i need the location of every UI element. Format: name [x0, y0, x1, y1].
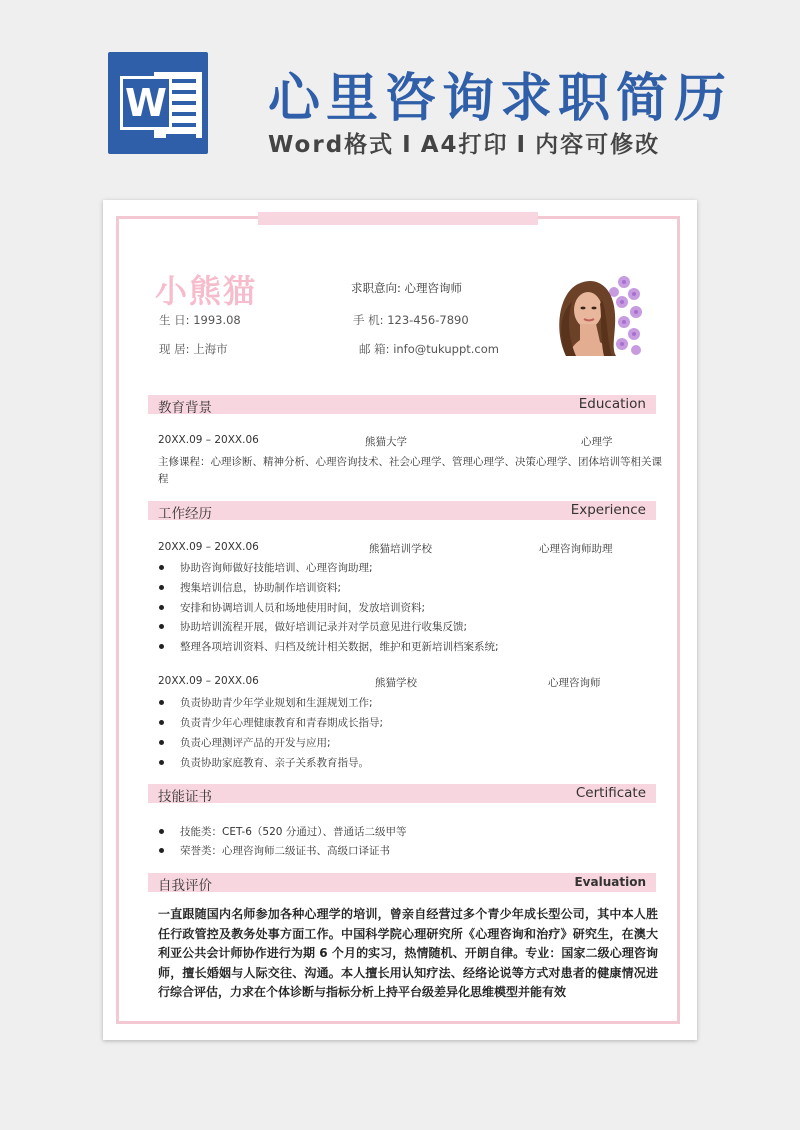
resume-sheet	[103, 200, 697, 1040]
job-duty: 安排和协调培训人员和场地使用时间，发放培训资料;	[180, 602, 426, 614]
job-duty: 负责心理测评产品的开发与应用;	[180, 737, 331, 749]
job-duty: 负责青少年心理健康教育和青春期成长指导;	[180, 717, 384, 729]
bullet-icon	[159, 624, 164, 629]
education-major: 心理学	[581, 436, 613, 448]
section-header-experience	[148, 501, 656, 520]
skill-item: 技能类：CET-6（520 分通过）、普通话二级甲等	[180, 826, 407, 838]
birth-label: 生 日:	[159, 313, 190, 327]
page-subtitle	[268, 126, 660, 159]
bullet-icon	[159, 644, 164, 649]
self-evaluation-text: 一直跟随国内名师参加各种心理学的培训，曾亲自经营过多个青少年成长型公司，其中本人胜任行政管控及教务处事方面工作。中国科学院心理研究所《心理咨询和治疗》研究生，在澳大利亚公共会计师协作进行为期 6 个月的实习，热情随机、开朗自律。专业：国家二级心理咨询师，擅长婚姻与人际交往、沟通。本人擅长用认知疗法、经络论说等方式对患者的健康情况进行综合评估，力求在个体诊断与指标分析上持平台级差异化思维模型并能有效	[158, 907, 658, 999]
job-org: 熊猫培训学校	[369, 543, 432, 555]
subtitle-separator: I	[516, 132, 528, 158]
job-duty: 协助培训流程开展，做好培训记录并对学员意见进行收集反馈;	[180, 621, 468, 633]
phone-label: 手 机:	[353, 313, 384, 327]
subtitle-separator: I	[402, 132, 413, 158]
email-label: 邮 箱:	[359, 342, 390, 356]
candidate-photo	[544, 272, 644, 356]
section-title-cn: 教育背景	[158, 400, 212, 416]
candidate-name: 小熊猫	[155, 272, 258, 310]
frame-top-tab	[258, 212, 538, 225]
section-title-cn: 技能证书	[158, 789, 212, 805]
bullet-icon	[159, 605, 164, 610]
education-school: 熊猫大学	[365, 436, 407, 448]
residence-row	[159, 341, 228, 357]
section-header-certificate	[148, 784, 656, 803]
word-letter: W	[120, 76, 172, 130]
intent-row	[351, 280, 462, 296]
education-courses-cont: 程	[158, 473, 169, 485]
skill-item: 荣誉类：心理咨询师二级证书、高级口译证书	[180, 845, 390, 857]
job-role: 心理咨询师	[548, 677, 601, 689]
birth-row	[159, 312, 241, 328]
bullet-icon	[159, 720, 164, 725]
phone-row	[353, 312, 469, 328]
word-app-icon	[108, 52, 208, 154]
section-title-en: Experience	[570, 502, 646, 518]
phone-value: 123-456-7890	[387, 313, 469, 327]
section-title-en: Certificate	[575, 785, 646, 801]
intent-label: 求职意向:	[351, 281, 401, 295]
birth-value: 1993.08	[193, 313, 241, 327]
bullet-icon	[159, 829, 164, 834]
job-period: 20XX.09 – 20XX.06	[158, 675, 259, 687]
section-title-en: Education	[578, 396, 646, 412]
residence-value: 上海市	[193, 342, 228, 356]
section-title-cn: 自我评价	[158, 878, 212, 894]
job-duty: 负责协助家庭教育、亲子关系教育指导。	[180, 757, 369, 769]
subtitle-format: Word格式	[268, 132, 395, 158]
page-title: 心里咨询求职简历	[268, 69, 733, 129]
job-period: 20XX.09 – 20XX.06	[158, 541, 259, 553]
subtitle-editable: 内容可修改	[535, 132, 661, 158]
section-title-cn: 工作经历	[158, 506, 212, 522]
section-title-en: Evaluation	[574, 875, 646, 889]
job-org: 熊猫学校	[375, 677, 417, 689]
email-row	[359, 341, 499, 357]
bullet-icon	[159, 565, 164, 570]
intent-value: 心理咨询师	[404, 281, 463, 295]
email-value: info@tukuppt.com	[393, 342, 499, 356]
bullet-icon	[159, 585, 164, 590]
bullet-icon	[159, 760, 164, 765]
job-duty: 搜集培训信息，协助制作培训资料;	[180, 582, 342, 594]
section-header-education	[148, 395, 656, 414]
subtitle-print: A4打印	[420, 132, 509, 158]
bullet-icon	[159, 740, 164, 745]
job-duty: 负责协助青少年学业规划和生涯规划工作;	[180, 697, 373, 709]
job-duty: 协助咨询师做好技能培训、心理咨询助理;	[180, 562, 373, 574]
bullet-icon	[159, 848, 164, 853]
residence-label: 现 居:	[159, 342, 190, 356]
education-courses: 主修课程：心理诊断、精神分析、心理咨询技术、社会心理学、管理心理学、决策心理学、团体培训等相关课	[158, 456, 662, 468]
job-role: 心理咨询师助理	[539, 543, 613, 555]
job-duty: 整理各项培训资料、归档及统计相关数据，维护和更新培训档案系统;	[180, 641, 499, 653]
section-header-evaluation	[148, 873, 656, 892]
education-period: 20XX.09 – 20XX.06	[158, 434, 259, 446]
bullet-icon	[159, 700, 164, 705]
